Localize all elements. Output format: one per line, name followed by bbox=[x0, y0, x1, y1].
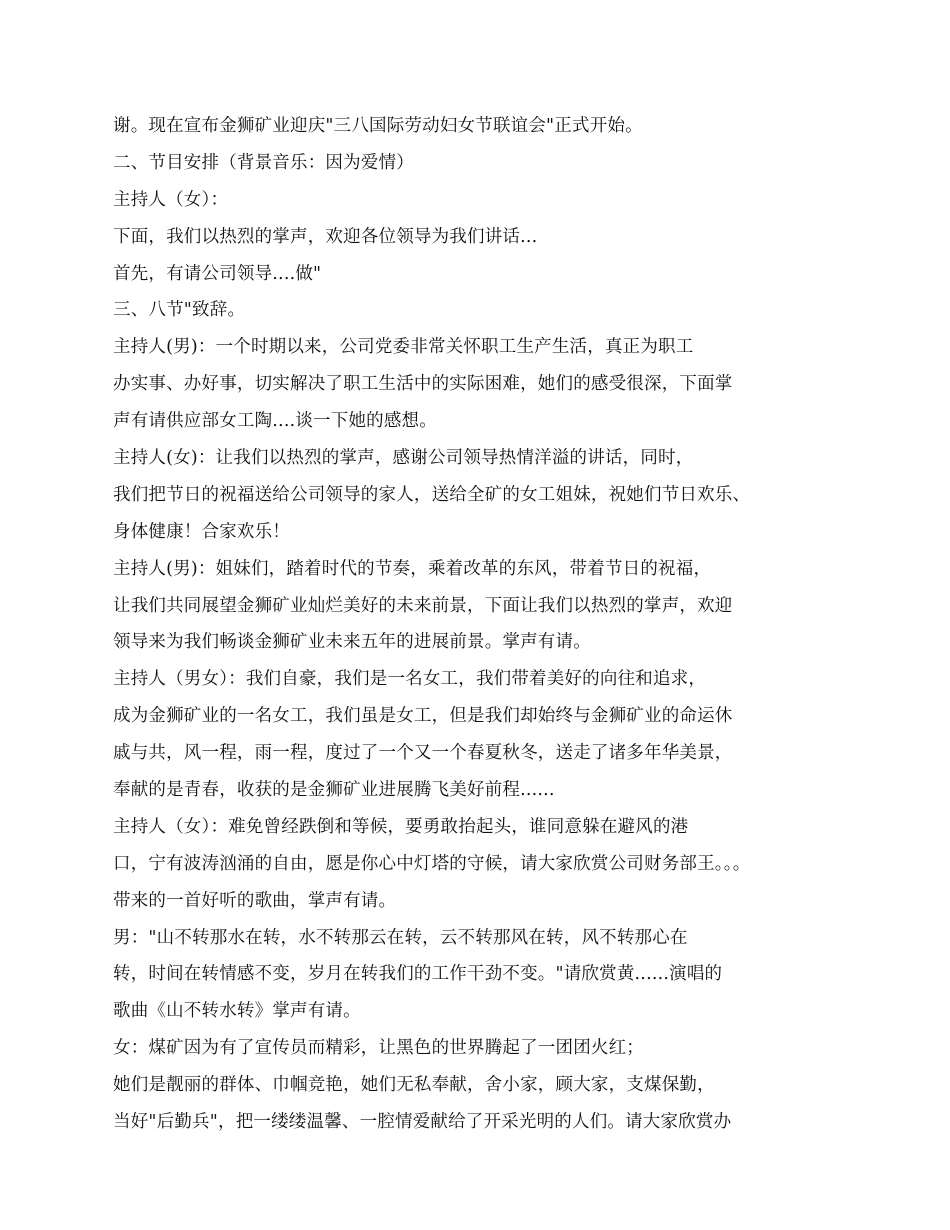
text-line: 主持人(男)：姐妹们，踏着时代的节奏，乘着改革的东风，带着节日的祝福， bbox=[113, 558, 712, 579]
text-line: 成为金狮矿业的一名女工，我们虽是女工，但是我们却始终与金狮矿业的命运休 bbox=[113, 706, 733, 727]
text-line: 主持人(女)：让我们以热烈的掌声，感谢公司领导热情洋溢的讲话，同时， bbox=[113, 448, 694, 469]
text-line: 戚与共，风一程，雨一程，度过了一个又一个春夏秋冬，送走了诸多年华美景， bbox=[113, 743, 733, 764]
section-heading: 三、八节"致辞。 bbox=[113, 300, 246, 321]
text-line: 我们把节日的祝福送给公司领导的家人，送给全矿的女工姐妹，祝她们节日欢乐、 bbox=[113, 484, 751, 505]
text-line: 办实事、办好事，切实解决了职工生活中的实际困难，她们的感受很深，下面掌 bbox=[113, 374, 733, 395]
text-line: 转，时间在转情感不变，岁月在转我们的工作干劲不变。"请欣赏黄......演唱的 bbox=[113, 964, 723, 985]
text-line: 首先，有请公司领导....做" bbox=[113, 263, 322, 284]
text-line: 让我们共同展望金狮矿业灿烂美好的未来前景，下面让我们以热烈的掌声，欢迎 bbox=[113, 595, 733, 616]
text-line: 当好"后勤兵"，把一缕缕温馨、一腔情爱献给了开采光明的人们。请大家欣赏办 bbox=[113, 1112, 732, 1133]
section-heading: 二、节目安排（背景音乐：因为爱情） bbox=[113, 152, 414, 173]
text-line: 声有请供应部女工陶....谈一下她的感想。 bbox=[113, 411, 437, 432]
text-line: 带来的一首好听的歌曲，掌声有请。 bbox=[113, 890, 397, 911]
text-line: 主持人（男女）：我们自豪，我们是一名女工，我们带着美好的向往和追求， bbox=[113, 669, 707, 690]
text-line: 谢。现在宣布金狮矿业迎庆"三八国际劳动妇女节联谊会"正式开始。 bbox=[113, 116, 643, 136]
text-line: 领导来为我们畅谈金狮矿业未来五年的进展前景。掌声有请。 bbox=[113, 632, 591, 653]
text-line: 她们是靓丽的群体、巾帼竞艳，她们无私奉献，舍小家，顾大家，支煤保勤， bbox=[113, 1075, 715, 1096]
text-line: 主持人（女）：难免曾经跌倒和等候，要勇敢抬起头，谁同意躲在避风的港 bbox=[113, 816, 689, 837]
document-body bbox=[113, 108, 833, 1141]
text-line: 主持人(男)：一个时期以来，公司党委非常关怀职工生产生活，真正为职工 bbox=[113, 337, 694, 358]
text-line: 女：煤矿因为有了宣传员而精彩，让黑色的世界腾起了一团团火红； bbox=[113, 1038, 644, 1059]
text-line: 口，宁有波涛汹涌的自由，愿是你心中灯塔的守候，请大家欣赏公司财务部王。。。 bbox=[113, 853, 751, 874]
text-line: 下面，我们以热烈的掌声，欢迎各位领导为我们讲话... bbox=[113, 226, 538, 247]
text-line: 奉献的是青春，收获的是金狮矿业进展腾飞美好前程...... bbox=[113, 780, 555, 801]
text-line: 歌曲《山不转水转》掌声有请。 bbox=[113, 1001, 361, 1022]
text-line: 主持人（女）： bbox=[113, 189, 229, 210]
text-line: 身体健康！合家欢乐！ bbox=[113, 521, 290, 542]
text-line: 男："山不转那水在转，水不转那云在转，云不转那风在转，风不转那心在 bbox=[113, 927, 688, 948]
